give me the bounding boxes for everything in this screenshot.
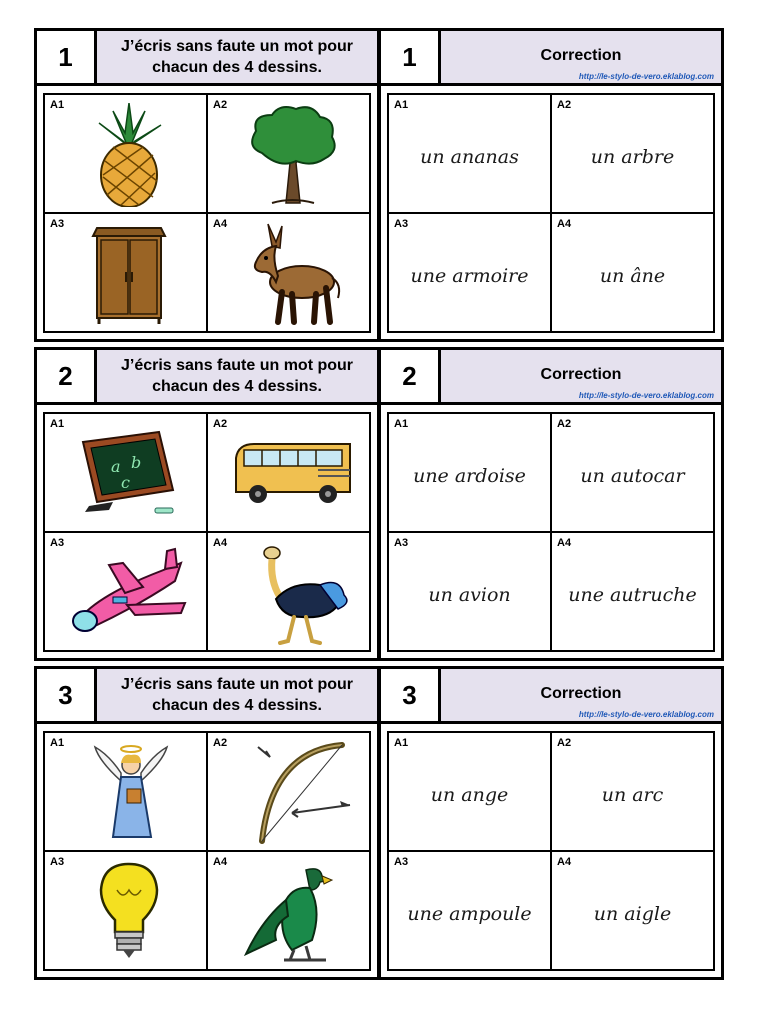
correction-title: Correction: [441, 31, 721, 83]
card-number: 2: [381, 350, 441, 402]
answer-word: un aigle: [593, 902, 672, 925]
angel-picture: [69, 741, 189, 845]
cell-label: A3: [50, 218, 65, 230]
correction-title: Correction: [441, 669, 721, 721]
picture-grid: [43, 731, 371, 971]
picture-cell-a2: [207, 94, 370, 213]
answer-cell-a4: [551, 532, 714, 651]
answer-cell-a3: [388, 851, 551, 970]
answer-word: une autruche: [568, 583, 697, 606]
eagle-picture: [232, 860, 352, 964]
answer-word: un arbre: [590, 145, 675, 168]
picture-cell-a2: [207, 732, 370, 851]
cell-label: A1: [394, 99, 409, 111]
cell-label: A2: [557, 737, 572, 749]
slate-picture: [69, 422, 189, 526]
answer-cell-a1: [388, 732, 551, 851]
cell-label: A1: [50, 737, 65, 749]
picture-cell-a4: [207, 532, 370, 651]
answer-word: une ampoule: [407, 902, 532, 925]
cell-label: A4: [213, 218, 228, 230]
answer-cell-a3: [388, 532, 551, 651]
cell-label: A1: [394, 418, 409, 430]
picture-cell-a4: [207, 213, 370, 332]
correction-card-1: [378, 28, 724, 342]
answer-word: une armoire: [410, 264, 529, 287]
picture-cell-a1: [44, 94, 207, 213]
card-instruction: J’écris sans faute un mot pour chacun des 4 dessins.: [97, 669, 377, 721]
bow-picture: [232, 741, 352, 845]
cell-label: A3: [50, 856, 65, 868]
answer-grid: [387, 412, 715, 652]
cell-label: A2: [557, 99, 572, 111]
cell-label: A4: [557, 856, 572, 868]
card-number: 3: [381, 669, 441, 721]
answer-word: un ange: [430, 783, 509, 806]
ostrich-picture: [232, 541, 352, 645]
card-header: [381, 350, 721, 405]
answer-word: une ardoise: [413, 464, 526, 487]
answer-cell-a3: [388, 213, 551, 332]
answer-word: un autocar: [580, 464, 685, 487]
cell-label: A3: [394, 218, 409, 230]
cell-label: A4: [213, 537, 228, 549]
donkey-picture: [232, 222, 352, 326]
answer-word: un ananas: [420, 145, 519, 168]
pineapple-picture: [69, 103, 189, 207]
answer-cell-a2: [551, 413, 714, 532]
card-number: 1: [381, 31, 441, 83]
exercise-card-3: [34, 666, 380, 980]
answer-grid: [387, 731, 715, 971]
picture-cell-a3: [44, 851, 207, 970]
cell-label: A2: [213, 99, 228, 111]
cell-label: A2: [213, 737, 228, 749]
picture-cell-a3: [44, 532, 207, 651]
picture-cell-a4: [207, 851, 370, 970]
card-number: 1: [37, 31, 97, 83]
cell-label: A3: [50, 537, 65, 549]
answer-word: un âne: [599, 264, 666, 287]
source-url: http://le-stylo-de-vero.eklablog.com: [578, 391, 714, 400]
correction-card-3: [378, 666, 724, 980]
card-header: [381, 669, 721, 724]
exercise-card-1: [34, 28, 380, 342]
cell-label: A3: [394, 856, 409, 868]
answer-grid: [387, 93, 715, 333]
picture-grid: [43, 93, 371, 333]
answer-word: un arc: [601, 783, 664, 806]
answer-cell-a1: [388, 413, 551, 532]
picture-cell-a2: [207, 413, 370, 532]
card-number: 2: [37, 350, 97, 402]
answer-cell-a2: [551, 94, 714, 213]
cell-label: A3: [394, 537, 409, 549]
tree-picture: [232, 103, 352, 207]
card-instruction: J’écris sans faute un mot pour chacun des 4 dessins.: [97, 31, 377, 83]
cell-label: A4: [557, 537, 572, 549]
correction-title: Correction: [441, 350, 721, 402]
cell-label: A1: [50, 99, 65, 111]
card-header: [37, 669, 377, 724]
answer-cell-a1: [388, 94, 551, 213]
coach-picture: [232, 422, 352, 526]
cell-label: A2: [213, 418, 228, 430]
cell-label: A4: [557, 218, 572, 230]
correction-card-2: [378, 347, 724, 661]
cell-label: A2: [557, 418, 572, 430]
answer-word: un avion: [428, 583, 511, 606]
cell-label: A1: [50, 418, 65, 430]
svg-text:b: b: [131, 453, 142, 472]
card-header: [37, 31, 377, 86]
airplane-picture: [69, 541, 189, 645]
picture-grid: [43, 412, 371, 652]
exercise-card-2: [34, 347, 380, 661]
card-instruction: J’écris sans faute un mot pour chacun des 4 dessins.: [97, 350, 377, 402]
answer-cell-a4: [551, 213, 714, 332]
svg-text:a: a: [111, 457, 121, 476]
source-url: http://le-stylo-de-vero.eklablog.com: [578, 710, 714, 719]
answer-cell-a4: [551, 851, 714, 970]
wardrobe-picture: [69, 222, 189, 326]
cell-label: A4: [213, 856, 228, 868]
card-number: 3: [37, 669, 97, 721]
picture-cell-a3: [44, 213, 207, 332]
source-url: http://le-stylo-de-vero.eklablog.com: [578, 72, 714, 81]
card-header: [37, 350, 377, 405]
card-header: [381, 31, 721, 86]
picture-cell-a1: [44, 732, 207, 851]
answer-cell-a2: [551, 732, 714, 851]
picture-cell-a1: [44, 413, 207, 532]
cell-label: A1: [394, 737, 409, 749]
light-bulb-picture: [69, 860, 189, 964]
svg-text:c: c: [121, 473, 130, 492]
